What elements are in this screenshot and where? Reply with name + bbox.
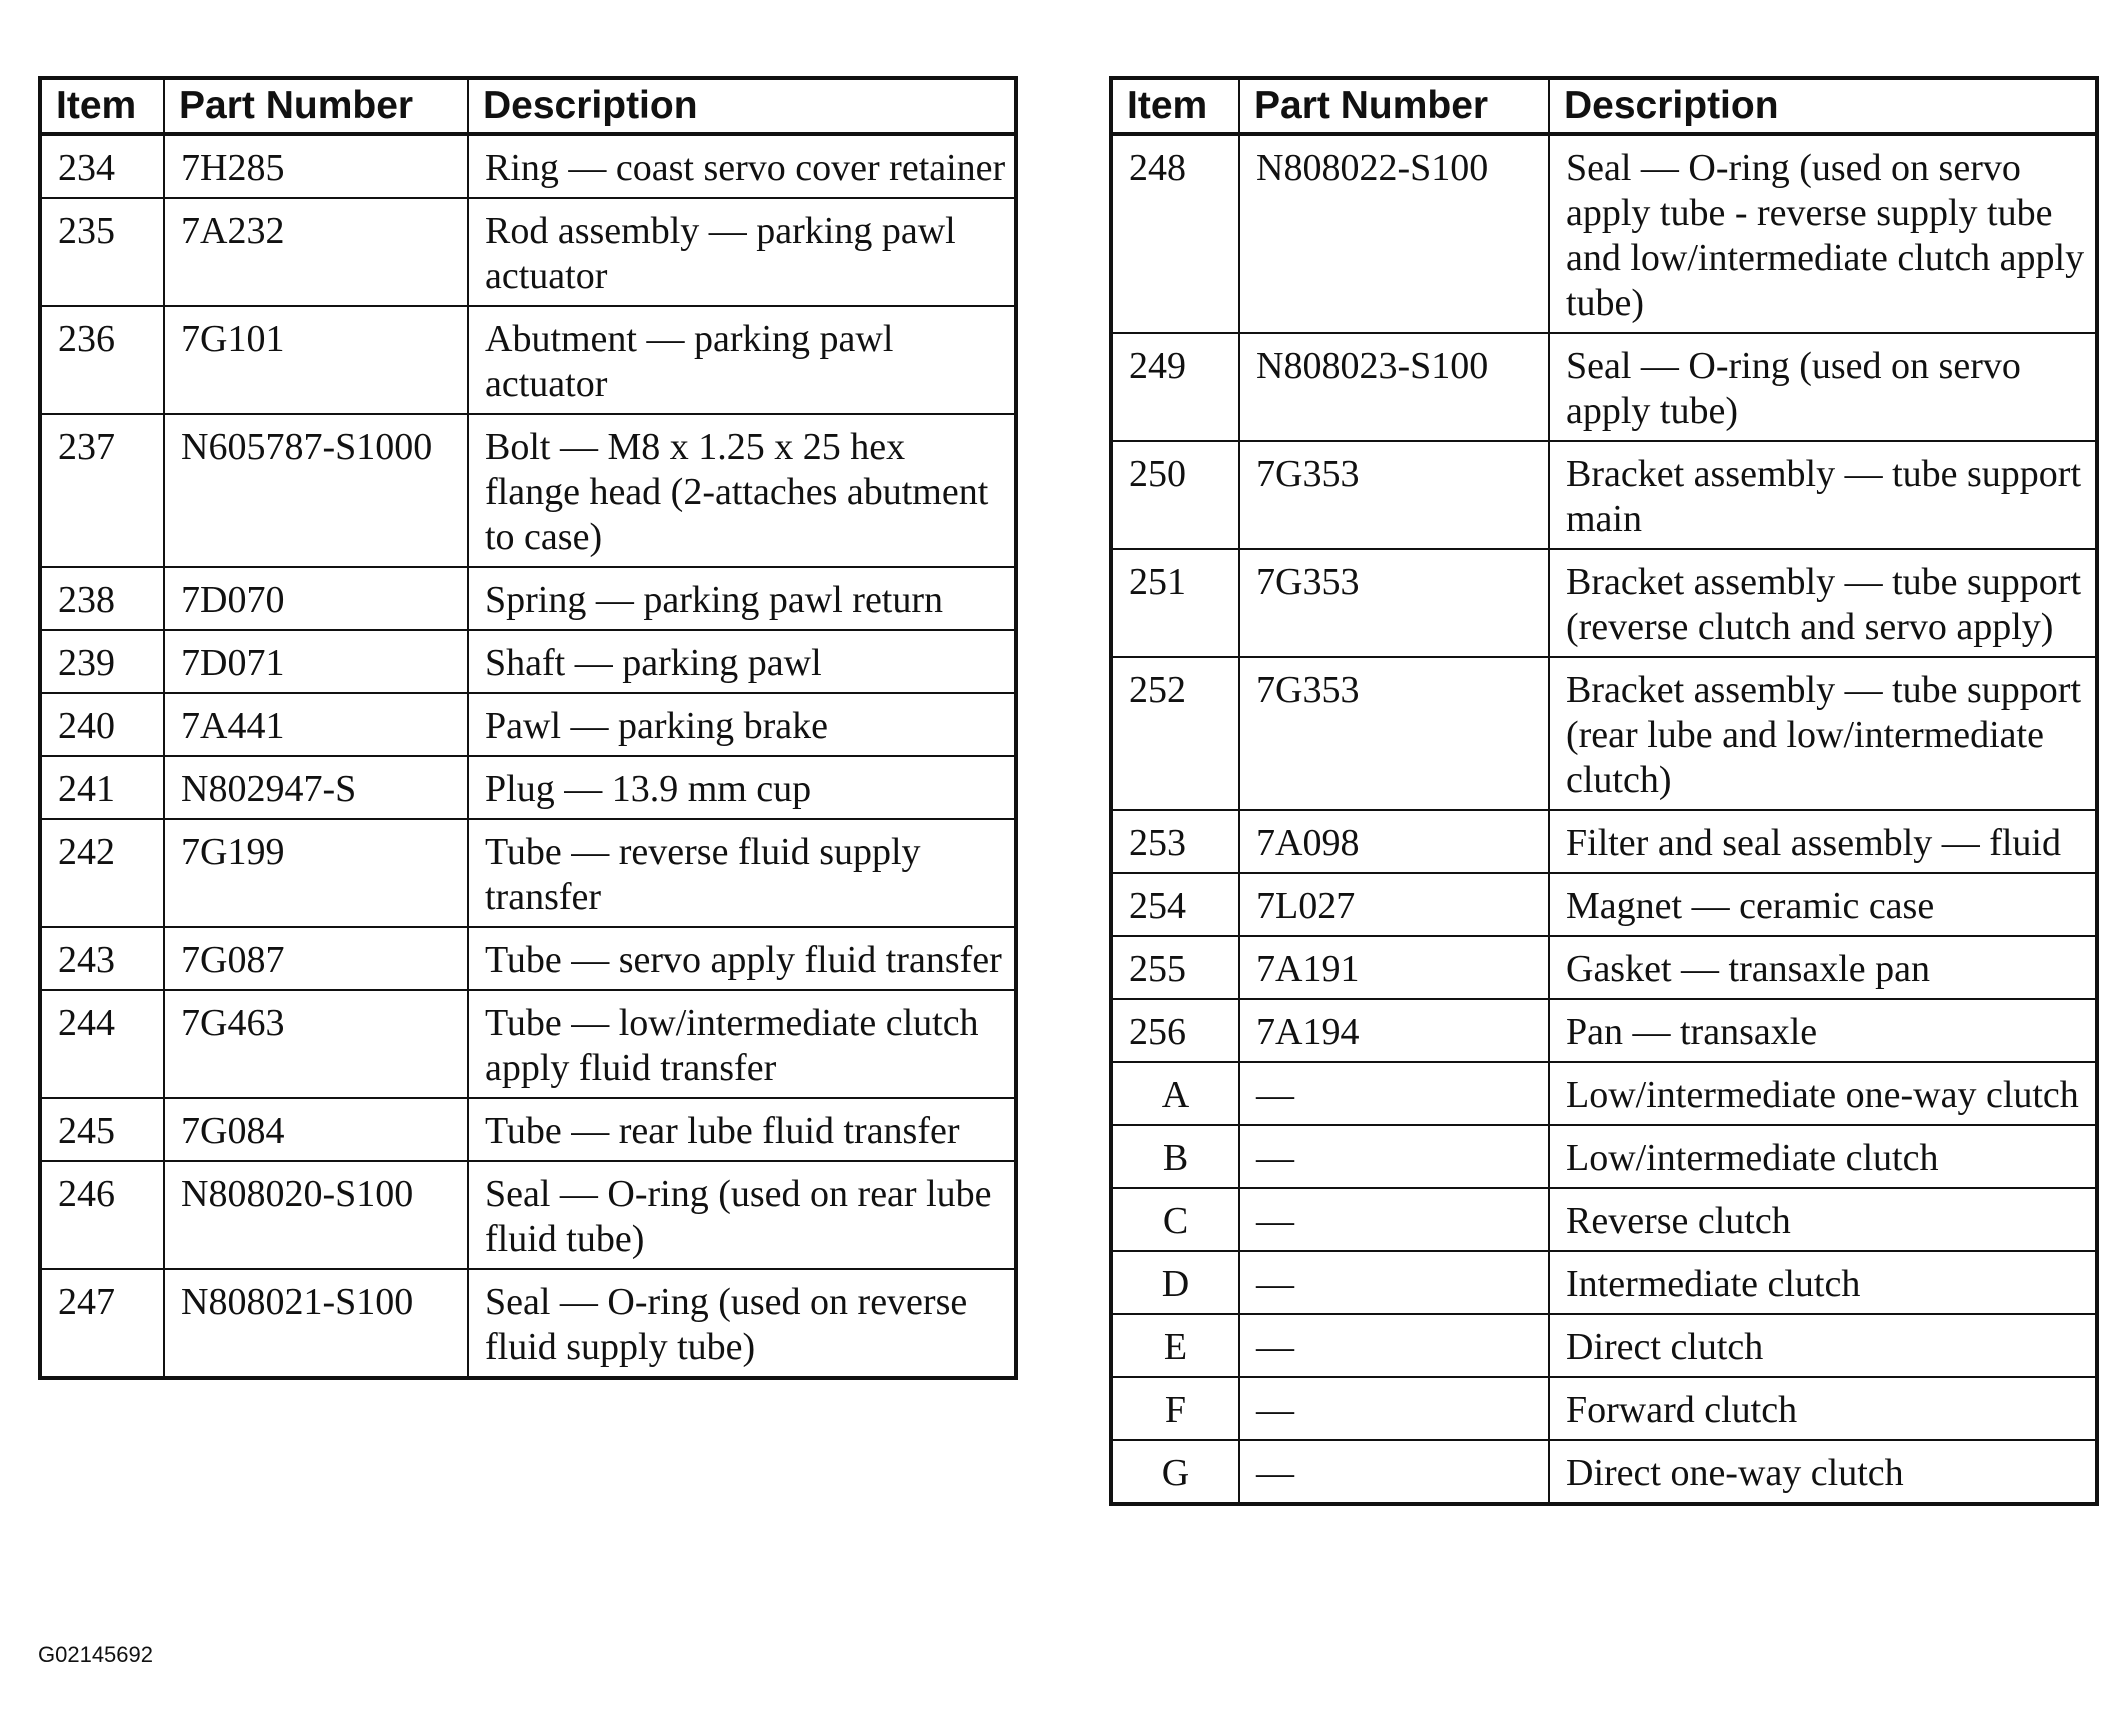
- item-cell: 243: [40, 927, 164, 990]
- part-number-cell: —: [1239, 1377, 1549, 1440]
- table-row: [40, 567, 1016, 630]
- description-cell: Gasket — transaxle pan: [1549, 936, 2097, 999]
- description-cell: Low/intermediate one-way clutch: [1549, 1062, 2097, 1125]
- part-number-cell: N808023-S100: [1239, 333, 1549, 441]
- part-number-cell: 7D071: [164, 630, 468, 693]
- item-cell: D: [1111, 1251, 1239, 1314]
- item-cell: 253: [1111, 810, 1239, 873]
- part-number-cell: N605787-S1000: [164, 414, 468, 567]
- item-cell: B: [1111, 1125, 1239, 1188]
- part-number-cell: 7G463: [164, 990, 468, 1098]
- item-cell: 248: [1111, 134, 1239, 333]
- table-row: [1111, 1251, 2097, 1314]
- table-row: [40, 134, 1016, 198]
- description-cell: Forward clutch: [1549, 1377, 2097, 1440]
- description-cell: Seal — O-ring (used on rear lube fluid tube): [468, 1161, 1016, 1269]
- description-cell: Magnet — ceramic case: [1549, 873, 2097, 936]
- header-description: Description: [468, 78, 1016, 134]
- description-cell: Seal — O-ring (used on reverse fluid supply tube): [468, 1269, 1016, 1378]
- item-cell: 236: [40, 306, 164, 414]
- part-number-cell: 7H285: [164, 134, 468, 198]
- item-cell: 256: [1111, 999, 1239, 1062]
- item-cell: A: [1111, 1062, 1239, 1125]
- item-cell: 237: [40, 414, 164, 567]
- description-cell: Filter and seal assembly — fluid: [1549, 810, 2097, 873]
- item-cell: 241: [40, 756, 164, 819]
- item-cell: C: [1111, 1188, 1239, 1251]
- part-number-cell: N808020-S100: [164, 1161, 468, 1269]
- description-cell: Reverse clutch: [1549, 1188, 2097, 1251]
- item-cell: 239: [40, 630, 164, 693]
- part-number-cell: 7D070: [164, 567, 468, 630]
- description-cell: Plug — 13.9 mm cup: [468, 756, 1016, 819]
- part-number-cell: 7G353: [1239, 549, 1549, 657]
- header-item: Item: [40, 78, 164, 134]
- description-cell: Tube — rear lube fluid transfer: [468, 1098, 1016, 1161]
- table-row: [40, 1161, 1016, 1269]
- item-cell: 246: [40, 1161, 164, 1269]
- table-row: [40, 630, 1016, 693]
- description-cell: Seal — O-ring (used on servo apply tube - reverse supply tube and low/intermediate clutch apply tube): [1549, 134, 2097, 333]
- description-cell: Bolt — M8 x 1.25 x 25 hex flange head (2-attaches abutment to case): [468, 414, 1016, 567]
- parts-table-right: [1109, 76, 2099, 1506]
- table-row: [1111, 441, 2097, 549]
- part-number-cell: 7A098: [1239, 810, 1549, 873]
- item-cell: G: [1111, 1440, 1239, 1504]
- table-row: [40, 1269, 1016, 1378]
- part-number-cell: N808021-S100: [164, 1269, 468, 1378]
- part-number-cell: 7A232: [164, 198, 468, 306]
- table-row: [1111, 1377, 2097, 1440]
- table-row: [40, 414, 1016, 567]
- table-row: [1111, 657, 2097, 810]
- header-item: Item: [1111, 78, 1239, 134]
- item-cell: 249: [1111, 333, 1239, 441]
- table-row: [1111, 936, 2097, 999]
- table-row: [40, 1098, 1016, 1161]
- item-cell: 245: [40, 1098, 164, 1161]
- table-row: [1111, 134, 2097, 333]
- item-cell: E: [1111, 1314, 1239, 1377]
- part-number-cell: —: [1239, 1440, 1549, 1504]
- part-number-cell: 7G199: [164, 819, 468, 927]
- description-cell: Low/intermediate clutch: [1549, 1125, 2097, 1188]
- table-header-row: [1111, 78, 2097, 134]
- table-row: [1111, 1125, 2097, 1188]
- item-cell: 242: [40, 819, 164, 927]
- part-number-cell: 7L027: [1239, 873, 1549, 936]
- table-header-row: [40, 78, 1016, 134]
- item-cell: 247: [40, 1269, 164, 1378]
- description-cell: Bracket assembly — tube support main: [1549, 441, 2097, 549]
- description-cell: Pawl — parking brake: [468, 693, 1016, 756]
- parts-table-left: [38, 76, 1018, 1380]
- description-cell: Tube — servo apply fluid transfer: [468, 927, 1016, 990]
- part-number-cell: 7G084: [164, 1098, 468, 1161]
- header-part-number: Part Number: [1239, 78, 1549, 134]
- table-row: [1111, 333, 2097, 441]
- description-cell: Rod assembly — parking pawl actuator: [468, 198, 1016, 306]
- part-number-cell: 7G353: [1239, 441, 1549, 549]
- description-cell: Bracket assembly — tube support (rear lube and low/intermediate clutch): [1549, 657, 2097, 810]
- table-row: [1111, 1314, 2097, 1377]
- table-row: [40, 990, 1016, 1098]
- table-row: [1111, 549, 2097, 657]
- table-row: [1111, 999, 2097, 1062]
- description-cell: Ring — coast servo cover retainer: [468, 134, 1016, 198]
- header-part-number: Part Number: [164, 78, 468, 134]
- description-cell: Tube — reverse fluid supply transfer: [468, 819, 1016, 927]
- description-cell: Intermediate clutch: [1549, 1251, 2097, 1314]
- table-row: [1111, 1062, 2097, 1125]
- description-cell: Tube — low/intermediate clutch apply fluid transfer: [468, 990, 1016, 1098]
- item-cell: 254: [1111, 873, 1239, 936]
- table-row: [40, 756, 1016, 819]
- part-number-cell: 7G353: [1239, 657, 1549, 810]
- item-cell: 255: [1111, 936, 1239, 999]
- part-number-cell: —: [1239, 1251, 1549, 1314]
- part-number-cell: N808022-S100: [1239, 134, 1549, 333]
- item-cell: 234: [40, 134, 164, 198]
- description-cell: Seal — O-ring (used on servo apply tube): [1549, 333, 2097, 441]
- table-row: [40, 927, 1016, 990]
- item-cell: 252: [1111, 657, 1239, 810]
- part-number-cell: —: [1239, 1125, 1549, 1188]
- part-number-cell: 7A194: [1239, 999, 1549, 1062]
- table-row: [1111, 1440, 2097, 1504]
- table-row: [1111, 873, 2097, 936]
- item-cell: F: [1111, 1377, 1239, 1440]
- part-number-cell: 7A441: [164, 693, 468, 756]
- description-cell: Direct clutch: [1549, 1314, 2097, 1377]
- table-row: [40, 693, 1016, 756]
- item-cell: 251: [1111, 549, 1239, 657]
- item-cell: 244: [40, 990, 164, 1098]
- item-cell: 250: [1111, 441, 1239, 549]
- table-body-right: [1111, 134, 2097, 1504]
- part-number-cell: —: [1239, 1314, 1549, 1377]
- description-cell: Bracket assembly — tube support (reverse clutch and servo apply): [1549, 549, 2097, 657]
- table-row: [40, 306, 1016, 414]
- table-row: [40, 198, 1016, 306]
- table-body-left: [40, 134, 1016, 1378]
- part-number-cell: 7G087: [164, 927, 468, 990]
- table-row: [40, 819, 1016, 927]
- part-number-cell: N802947-S: [164, 756, 468, 819]
- description-cell: Pan — transaxle: [1549, 999, 2097, 1062]
- description-cell: Shaft — parking pawl: [468, 630, 1016, 693]
- item-cell: 240: [40, 693, 164, 756]
- figure-id: G02145692: [38, 1642, 153, 1667]
- item-cell: 238: [40, 567, 164, 630]
- part-number-cell: 7G101: [164, 306, 468, 414]
- part-number-cell: —: [1239, 1062, 1549, 1125]
- table-row: [1111, 1188, 2097, 1251]
- part-number-cell: —: [1239, 1188, 1549, 1251]
- table-row: [1111, 810, 2097, 873]
- description-cell: Abutment — parking pawl actuator: [468, 306, 1016, 414]
- item-cell: 235: [40, 198, 164, 306]
- description-cell: Direct one-way clutch: [1549, 1440, 2097, 1504]
- part-number-cell: 7A191: [1239, 936, 1549, 999]
- header-description: Description: [1549, 78, 2097, 134]
- description-cell: Spring — parking pawl return: [468, 567, 1016, 630]
